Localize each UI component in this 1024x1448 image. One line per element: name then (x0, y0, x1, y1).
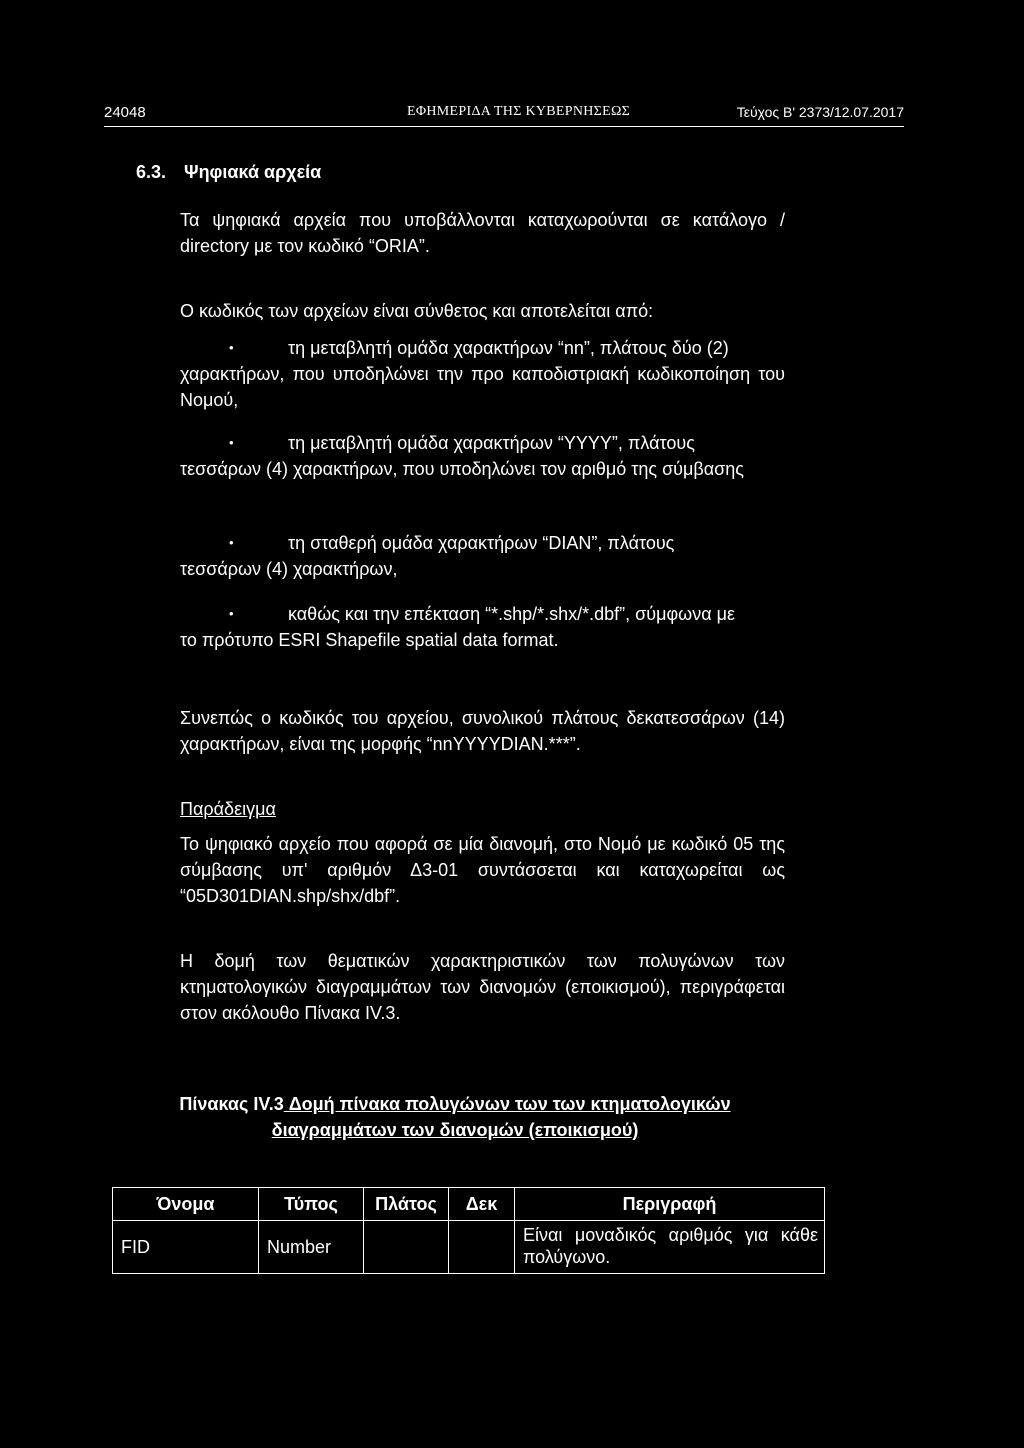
table-row (113, 1221, 825, 1274)
bullet-rest: τεσσάρων (4) χαρακτήρων, (180, 559, 398, 579)
cell-decimals (449, 1221, 515, 1274)
bullet-first-line: τη μεταβλητή ομάδα χαρακτήρων “YYYY”, πλάτους (288, 433, 695, 453)
table-title (150, 1091, 760, 1143)
section-number: 6.3. (136, 162, 167, 182)
header-name: Όνομα (113, 1188, 259, 1221)
bullet-icon: • (229, 340, 234, 355)
bullet-icon: • (229, 535, 234, 550)
page-header (104, 100, 904, 127)
cell-type: Number (259, 1221, 364, 1274)
header-description: Περιγραφή (515, 1188, 825, 1221)
header-type: Τύπος (259, 1188, 364, 1221)
table-title-prefix: Πίνακας IV.3 (179, 1094, 284, 1114)
bullet-rest: το πρότυπο ESRI Shapefile spatial data format. (180, 630, 559, 650)
cell-width (364, 1221, 449, 1274)
header-width: Πλάτος (364, 1188, 449, 1221)
example-heading: Παράδειγμα (180, 799, 276, 819)
bullet-item (180, 530, 785, 582)
bullet-first-line: τη μεταβλητή ομάδα χαρακτήρων “nn”, πλάτους δύο (2) (288, 338, 729, 358)
bullet-rest: χαρακτήρων, που υποδηλώνει την προ καποδιστριακή κωδικοποίηση του Νομού, (180, 364, 785, 410)
gazette-title: ΕΦΗΜΕΡΙΔΑ ΤΗΣ ΚΥΒΕΡΝΗΣΕΩΣ (407, 104, 631, 119)
cell-description: Είναι μοναδικός αριθμός για κάθε πολύγωνο. (515, 1221, 825, 1274)
bullet-item (180, 601, 785, 653)
summary-paragraph: Συνεπώς ο κωδικός του αρχείου, συνολικού πλάτους δεκατεσσάρων (14) χαρακτήρων, είναι της μορφής “nnYYYYDIAN.***”. (180, 708, 785, 754)
bullet-item (180, 430, 785, 482)
bullet-icon: • (229, 435, 234, 450)
example-heading-wrap (180, 796, 785, 822)
composite-paragraph: Ο κωδικός των αρχείων είναι σύνθετος και αποτελείται από: (180, 301, 654, 321)
section-heading (136, 162, 321, 183)
table-title-line2: διαγραμμάτων των διανομών (εποικισμού) (271, 1120, 639, 1140)
structure-paragraph: Η δομή των θεματικών χαρακτηριστικών των πολυγώνων των κτηματολογικών διαγραμμάτων των διανομών (εποικισμού), περιγράφεται στον ακόλουθο Πίνακα IV.3. (180, 951, 785, 1023)
fields-table (112, 1187, 825, 1274)
intro-paragraph: Τα ψηφιακά αρχεία που υποβάλλονται καταχωρούνται σε κατάλογο / directory με τον κωδικό “ORIA”. (180, 210, 785, 256)
bullet-first-line: καθώς και την επέκταση “*.shp/*.shx/*.dbf”, σύμφωνα με (288, 604, 736, 624)
page-number: 24048 (104, 104, 146, 121)
section-title: Ψηφιακά αρχεία (184, 162, 322, 182)
table-header-row (113, 1188, 825, 1221)
header-decimals: Δεκ (449, 1188, 515, 1221)
bullet-icon: • (229, 606, 234, 621)
bullet-item (180, 335, 785, 413)
example-paragraph: Το ψηφιακό αρχείο που αφορά σε μία διανομή, στο Νομό με κωδικό 05 της σύμβασης υπ' αριθμόν Δ3-01 συντάσσεται και καταχωρείται ως “05D301DIAN.shp/shx/dbf”. (180, 834, 785, 906)
bullet-rest: τεσσάρων (4) χαρακτήρων, που υποδηλώνει τον αριθμό της σύμβασης (180, 459, 744, 479)
issue-info: Τεύχος Β' 2373/12.07.2017 (736, 104, 904, 120)
bullet-first-line: τη σταθερή ομάδα χαρακτήρων “DIAN”, πλάτους (288, 533, 675, 553)
cell-name: FID (113, 1221, 259, 1274)
table-title-rest: Δομή πίνακα πολυγώνων των των κτηματολογικών (283, 1094, 731, 1114)
